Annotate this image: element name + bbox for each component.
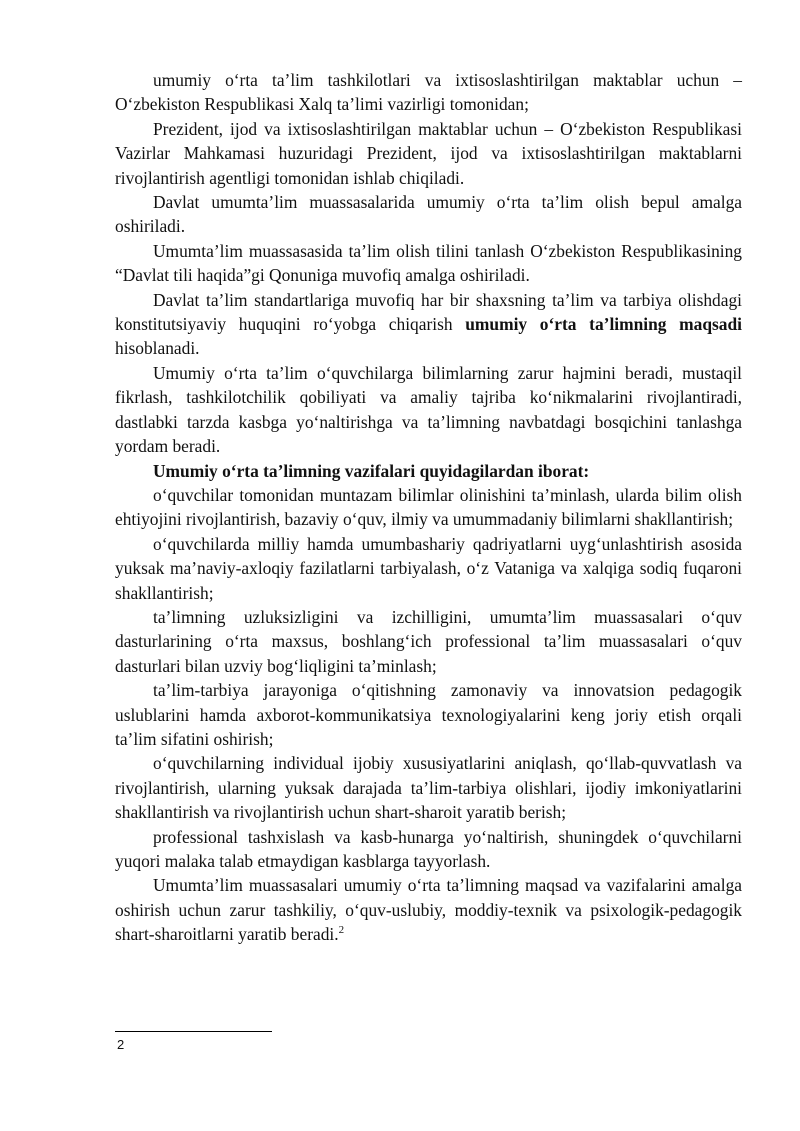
- list-item: o‘quvchilar tomonidan muntazam bilimlar olinishini ta’minlash, ularda bilim olish ehtiyojini rivojlantirish, bazaviy o‘quv, ilmiy va umummadaniy bilimlarni shakllantirish;: [115, 484, 742, 530]
- paragraph-goal: [115, 288, 742, 361]
- paragraph-final: [115, 873, 742, 946]
- footnote-separator: [115, 1031, 272, 1032]
- footnote-reference[interactable]: 2: [338, 924, 345, 937]
- paragraph: Umumiy o‘rta ta’lim o‘quvchilarga bilimlarning zarur hajmini beradi, mustaqil fikrlash, tashkilotchilik qobiliyati va amaliy tajriba ko‘nikmalarini rivojlantiradi, dastlabki tarzda kasbga yo‘naltirishga va ta’limning navbatdagi bosqichini tanlashga yordam beradi.: [115, 362, 742, 457]
- list-item: ta’lim-tarbiya jarayoniga o‘qitishning zamonaviy va innovatsion pedagogik uslublarini hamda axborot-kommunikatsiya texnologiyalarini keng joriy etish orqali ta’lim sifatini oshirish;: [115, 680, 742, 749]
- text: Davlat ta’lim standartlariga muvofiq har bir shaxsning ta’lim va tarbiya olishdagi konstitutsiyaviy huquqini ro‘yobga chiqarish: [115, 289, 742, 335]
- list-item: o‘quvchilarning individual ijobiy xususiyatlarini aniqlash, qo‘llab-quvvatlash va rivojlantirish, ularning yuksak darajada ta’lim-tarbiya olishlari, ijodiy imkoniyatlarini shakllantirish va rivojlantirish uchun shart-sharoit yaratib berish;: [115, 753, 742, 823]
- text: Umumta’lim muassasalari umumiy o‘rta ta’limning maqsad va vazifalarini amalga oshirish uchun zarur tashkiliy, o‘quv-uslubiy, moddiy-texnik va psixologik-pedagogik shart-sharoitlarni yaratib beradi.: [115, 875, 742, 945]
- heading-text: Umumiy o‘rta ta’limning vazifalari quyidagilardan iborat:: [153, 460, 590, 481]
- list-item: professional tashxislash va kasb-hunarga yo‘naltirish, shuningdek o‘quvchilarni yuqori malaka talab etmaydigan kasblarga tayyorlash.: [115, 826, 742, 871]
- text: hisoblanadi.: [115, 338, 200, 359]
- paragraph: Davlat umumta’lim muassasalarida umumiy o‘rta ta’lim olish bepul amalga oshiriladi.: [115, 192, 742, 237]
- list-item: ta’limning uzluksizligini va izchilligini, umumta’lim muassasalari o‘quv dasturlarining o‘rta maxsus, boshlang‘ich professional ta’lim muassasalari o‘quv dasturlari bilan uzviy bog‘liqligini ta’minlash;: [115, 606, 742, 676]
- paragraph: umumiy o‘rta ta’lim tashkilotlari va ixtisoslashtirilgan maktablar uchun – O‘zbekiston Respublikasi Xalq ta’limi vazirligi tomonidan;: [115, 70, 742, 115]
- bold-term: umumiy o‘rta ta’limning maqsadi: [465, 314, 742, 335]
- footnote-number: 2: [117, 1037, 125, 1052]
- list-item: o‘quvchilarda milliy hamda umumbashariy qadriyatlarni uyg‘unlashtirish asosida yuksak ma’naviy-axloqiy fazilatlarni tarbiyalash, o‘z Vataniga va xalqiga sodiq fuqaroni shakllantirish;: [115, 533, 742, 603]
- paragraph: Umumta’lim muassasasida ta’lim olish tilini tanlash O‘zbekiston Respublikasining “Davlat tili haqida”gi Qonuniga muvofiq amalga oshiriladi.: [115, 240, 742, 286]
- document-body: [115, 68, 742, 947]
- section-heading: [115, 459, 742, 483]
- paragraph: Prezident, ijod va ixtisoslashtirilgan maktablar uchun – O‘zbekiston Respublikasi Vazirlar Mahkamasi huzuridagi Prezident, ijod va ixtisoslashtirilgan maktablarni rivojlantirish agentligi tomonidan ishlab chiqiladi.: [115, 118, 742, 188]
